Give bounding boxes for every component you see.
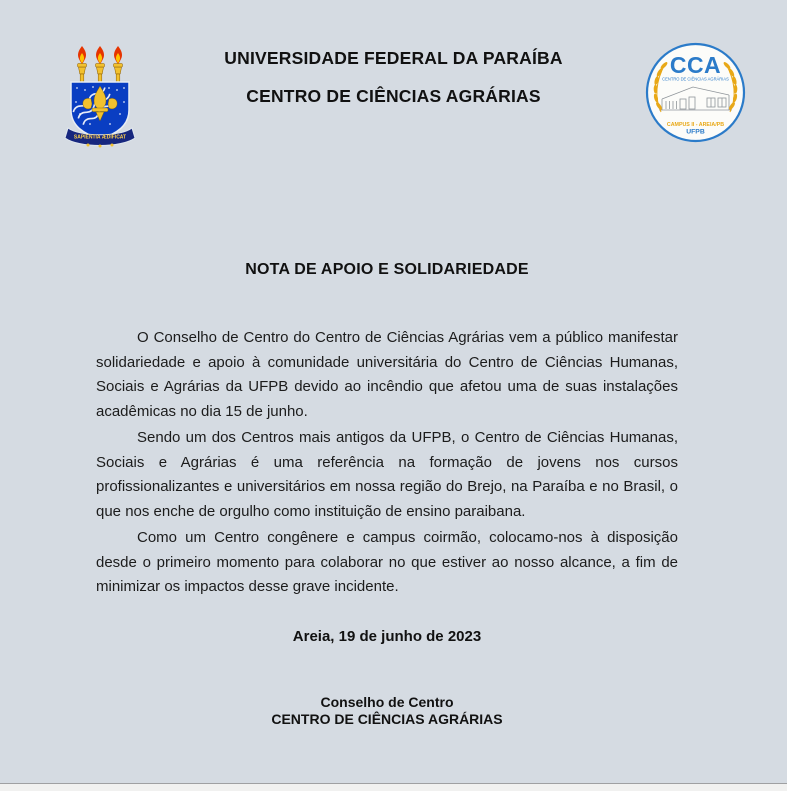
ufpb-coat-of-arms [64,44,136,148]
paragraph-1: O Conselho de Centro do Centro de Ciências Agrárias vem a público manifestar solidariedade e apoio à comunidade universitária do Centro de Ciências Humanas, Sociais e Agrárias da UFPB devido ao incêndio que afetou uma de suas instalações acadêmicas no dia 15 de junho. [96,329,678,420]
university-name: UNIVERSIDADE FEDERAL DA PARAÍBA [224,48,563,68]
cca-seal-icon [645,42,746,143]
ufpb-logo-icon [64,44,136,148]
signature-line-2: CENTRO DE CIÊNCIAS AGRÁRIAS [271,711,503,727]
signature-block [96,694,678,729]
cca-ufpb-text: UFPB [686,128,705,136]
note-body [96,261,678,729]
torch-icon [78,46,87,86]
note-title: NOTA DE APOIO E SOLIDARIEDADE [245,261,529,278]
dateline: Areia, 19 de junho de 2023 [292,627,482,645]
center-name: CENTRO DE CIÊNCIAS AGRÁRIAS [246,86,541,106]
cca-subtitle: CENTRO DE CIÊNCIAS AGRÁRIAS [662,76,729,82]
signature-line-1: Conselho de Centro [320,693,454,710]
header-titles [150,48,637,107]
cca-campus-text: CAMPUS II - AREIA/PB [666,122,725,128]
window-bottom-edge [0,783,787,791]
document-header [0,0,787,160]
paragraph-3: Como um Centro congênere e campus coirmão, colocamo-nos à disposição desde o primeiro momento para colaborar no que estiver ao nosso alcance, a fim de minimizar os impactos desse grave incidente. [96,529,678,595]
motto-text: SAPIENTIA ÆDIFICAT [73,134,127,141]
cca-seal [645,42,746,143]
cca-acronym: CCA [669,52,722,78]
paragraph-2: Sendo um dos Centros mais antigos da UFPB, o Centro de Ciências Humanas, Sociais e Agrárias é uma referência na formação de jovens nos cursos profissionalizantes e universitários em nossa região do Brejo, na Paraíba e no Brasil, o que nos enche de orgulho como instituição de ensino paraibana. [96,429,678,520]
